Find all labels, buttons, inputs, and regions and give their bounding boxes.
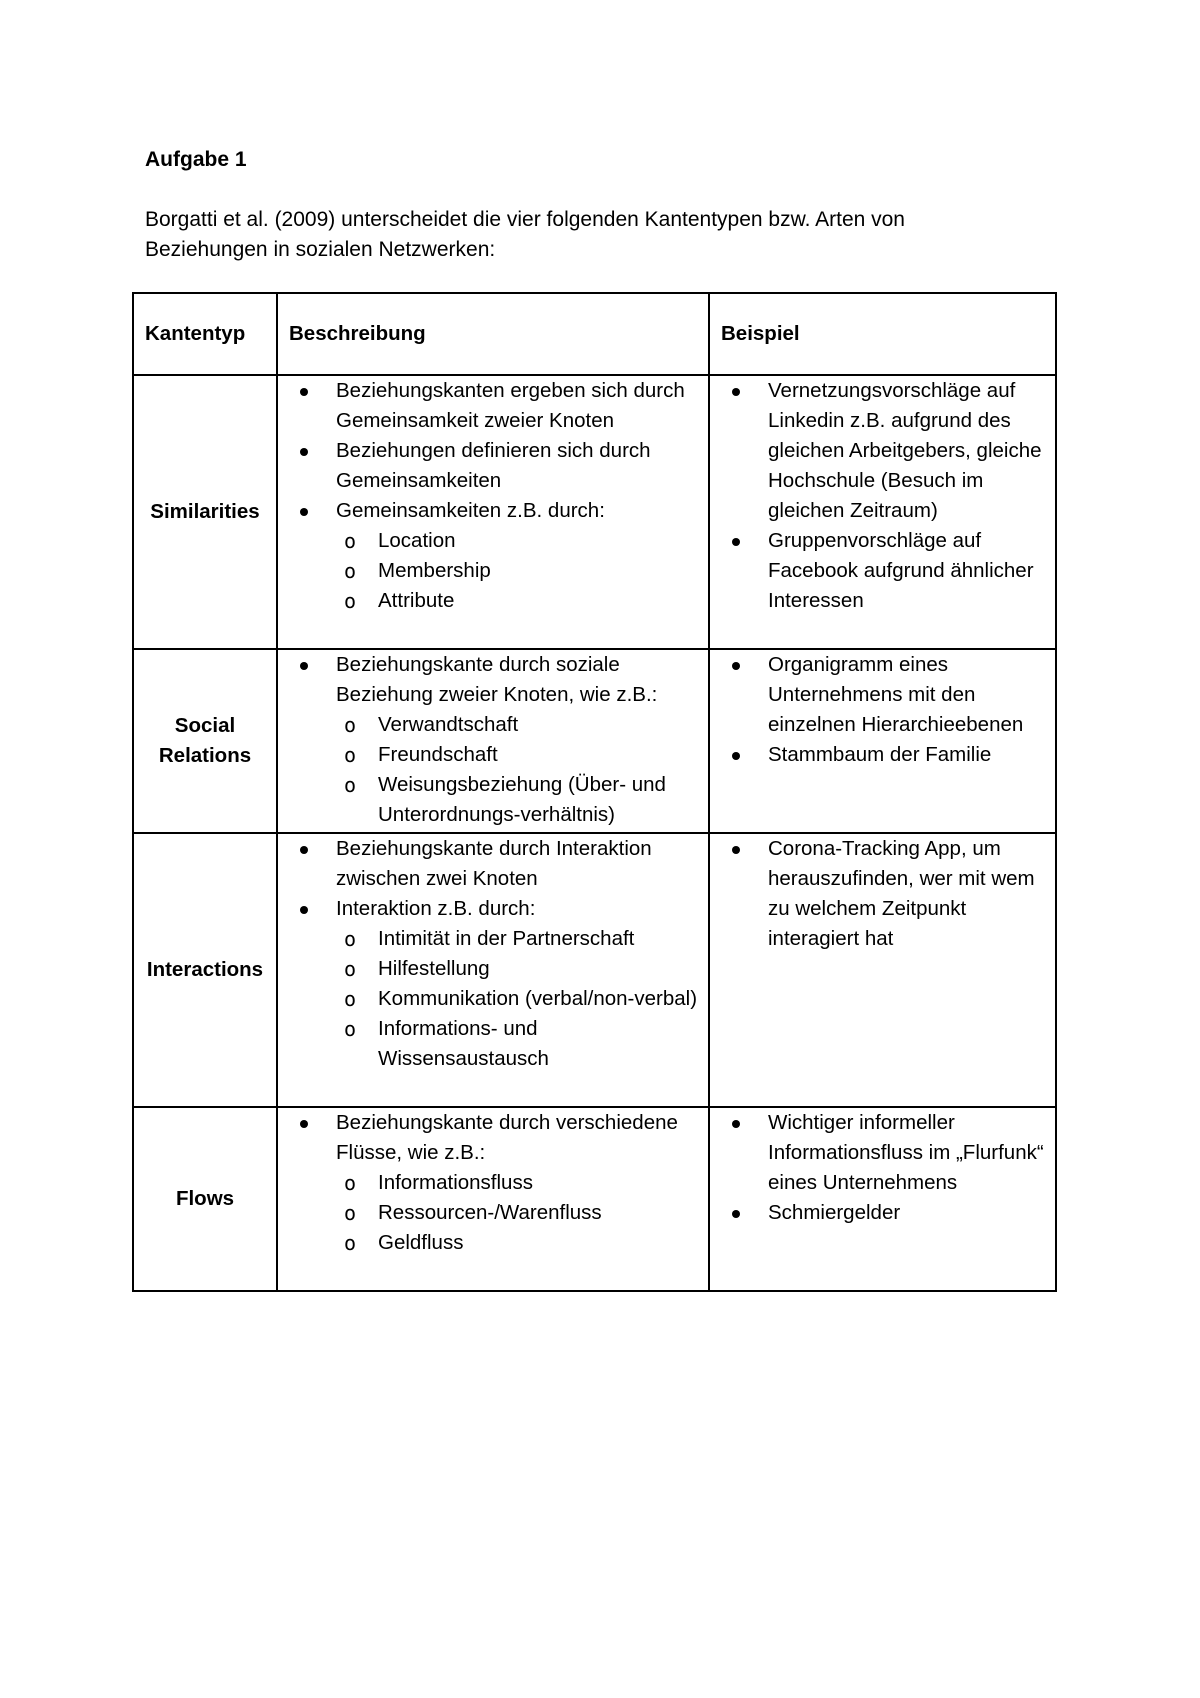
list-item: Beziehungen definieren sich durch Gemeinsamkeiten [284, 436, 702, 496]
example-cell [709, 833, 1056, 1107]
list-item: Beziehungskante durch Interaktion zwischen zwei Knoten [284, 834, 702, 894]
sub-list-item: o Informationsfluss [284, 1168, 702, 1198]
list-item: Stammbaum der Familie [716, 740, 1049, 770]
description-cell [277, 1107, 709, 1291]
description-cell [277, 375, 709, 649]
sub-list-item: o Attribute [284, 586, 702, 616]
list-item [284, 1108, 702, 1258]
example-cell [709, 375, 1056, 649]
sub-list-item: o Freundschaft [284, 740, 702, 770]
list-item: Organigramm eines Unternehmens mit den einzelnen Hierarchieebenen [716, 650, 1049, 740]
sub-list-item: o Verwandtschaft [284, 710, 702, 740]
sub-list-item: o Informations- und Wissensaustausch [284, 1014, 702, 1074]
list-item: Wichtiger informeller Informationsfluss im „Flurfunk“ eines Unternehmens [716, 1108, 1049, 1198]
edge-type-cell: Flows [133, 1107, 277, 1291]
list-item: Corona-Tracking App, um herauszufinden, wer mit wem zu welchem Zeitpunkt interagiert hat [716, 834, 1049, 954]
list-item [284, 894, 702, 1074]
header-kantentyp: Kantentyp [133, 293, 277, 375]
table-row [133, 1107, 1056, 1291]
edge-types-table [132, 292, 1057, 1292]
header-beschreibung: Beschreibung [277, 293, 709, 375]
list-item-text: Beziehungskante durch soziale Beziehung zweier Knoten, wie z.B.: [336, 653, 658, 706]
list-item: Gruppenvorschläge auf Facebook aufgrund ähnlicher Interessen [716, 526, 1049, 616]
list-item-text: Interaktion z.B. durch: [336, 897, 536, 920]
table-header-row [133, 293, 1056, 375]
list-item-text: Beziehungskante durch verschiedene Flüsse, wie z.B.: [336, 1111, 678, 1164]
header-beispiel: Beispiel [709, 293, 1056, 375]
sub-list-item: o Geldfluss [284, 1228, 702, 1258]
list-item: Schmiergelder [716, 1198, 1049, 1228]
description-cell [277, 833, 709, 1107]
list-item [284, 650, 702, 830]
sub-list-item: o Membership [284, 556, 702, 586]
table-row [133, 375, 1056, 649]
edge-type-cell: Similarities [133, 375, 277, 649]
description-cell [277, 649, 709, 833]
sub-list-item: o Location [284, 526, 702, 556]
example-cell [709, 1107, 1056, 1291]
list-item [284, 496, 702, 616]
edge-type-cell: Social Relations [133, 649, 277, 833]
sub-list-item: o Kommunikation (verbal/non-verbal) [284, 984, 702, 1014]
edge-type-cell: Interactions [133, 833, 277, 1107]
sub-list-item: o Ressourcen-/Warenfluss [284, 1198, 702, 1228]
list-item: Vernetzungsvorschläge auf Linkedin z.B. aufgrund des gleichen Arbeitgebers, gleiche Hochschule (Besuch im gleichen Zeitraum) [716, 376, 1049, 526]
sub-list-item: o Weisungsbeziehung (Über- und Unterordnungs-verhältnis) [284, 770, 702, 830]
sub-list-item: o Intimität in der Partnerschaft [284, 924, 702, 954]
table-row [133, 649, 1056, 833]
sub-list-item: o Hilfestellung [284, 954, 702, 984]
list-item: Beziehungskanten ergeben sich durch Gemeinsamkeit zweier Knoten [284, 376, 702, 436]
table-row [133, 833, 1056, 1107]
page-title: Aufgabe 1 [145, 148, 247, 171]
list-item-text: Gemeinsamkeiten z.B. durch: [336, 499, 605, 522]
example-cell [709, 649, 1056, 833]
intro-paragraph: Borgatti et al. (2009) unterscheidet die vier folgenden Kantentypen bzw. Arten von Beziehungen in sozialen Netzwerken: [145, 208, 905, 261]
